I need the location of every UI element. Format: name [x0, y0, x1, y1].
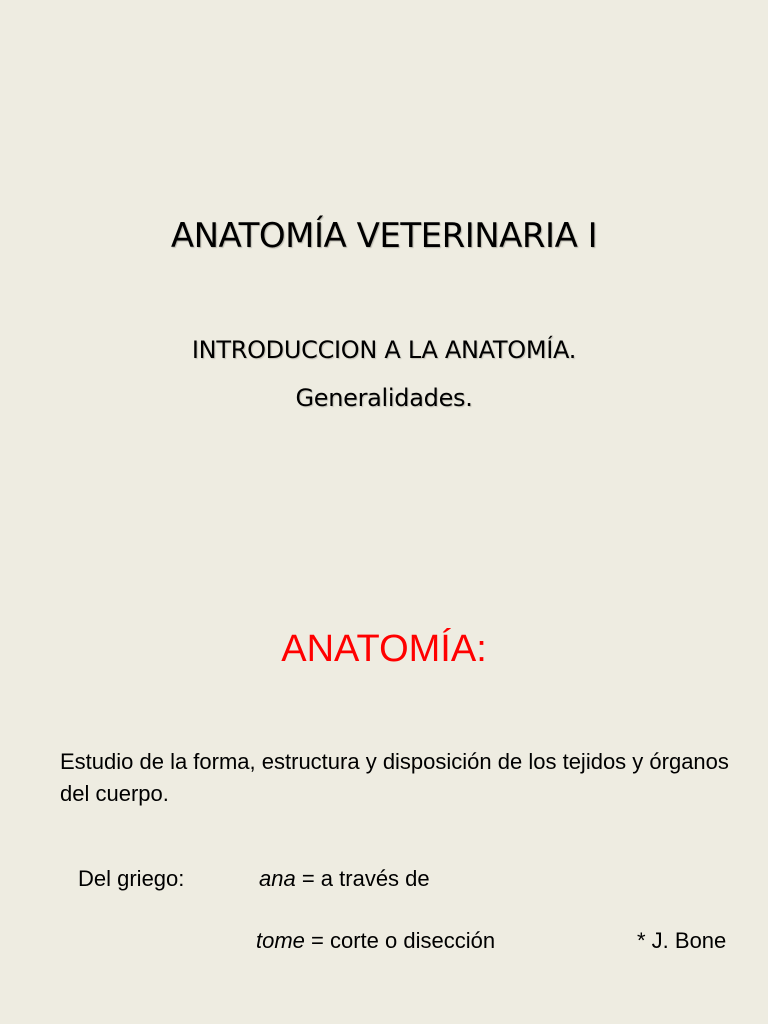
definition-text: Estudio de la forma, estructura y disposición de los tejidos y órganos del cuerpo. [60, 749, 729, 806]
etymology-row-ana [259, 866, 430, 892]
etymology-label: Del griego: [78, 866, 185, 891]
slide-subtitle-line-1: INTRODUCCION A LA ANATOMÍA. [191, 336, 577, 364]
etymology-meaning: = corte o disección [304, 928, 496, 953]
author-reference: * J. Bone [637, 928, 727, 953]
definition-slide [0, 512, 768, 1024]
etymology-term: ana [259, 866, 296, 891]
etymology-row-tome [256, 928, 495, 954]
etymology-term: tome [256, 928, 305, 953]
slide-subtitle-line-2: Generalidades. [295, 384, 473, 412]
etymology-meaning: = a través de [295, 866, 430, 891]
slide-title: ANATOMÍA VETERINARIA I [170, 216, 598, 256]
section-heading: ANATOMÍA: [281, 628, 487, 670]
